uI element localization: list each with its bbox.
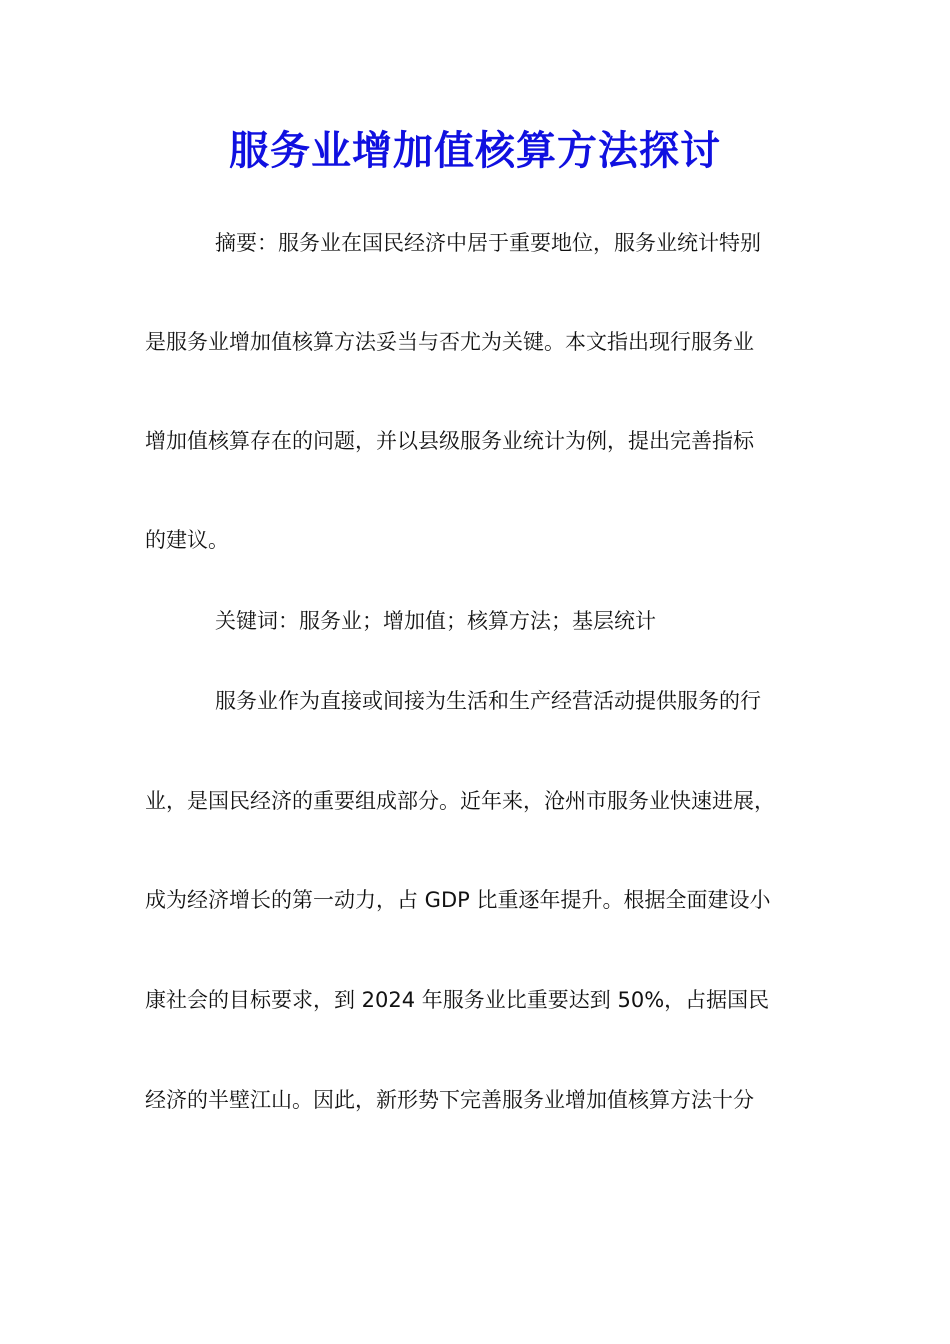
abstract-line-3: 增加值核算存在的问题，并以县级服务业统计为例，提出完善指标 [145, 429, 754, 453]
abstract-line-2: 是服务业增加值核算方法妥当与否尤为关键。本文指出现行服务业 [145, 330, 754, 354]
body-line-4: 康社会的目标要求，到 2024 年服务业比重要达到 50%，占据国民 [145, 988, 770, 1012]
document-title: 服务业增加值核算方法探讨 [229, 127, 721, 174]
body-line-5: 经济的半壁江山。因此，新形势下完善服务业增加值核算方法十分 [145, 1088, 754, 1112]
abstract-line-1: 摘要：服务业在国民经济中居于重要地位，服务业统计特别 [215, 231, 761, 255]
abstract-line-4: 的建议。 [145, 528, 229, 552]
keywords-line: 关键词：服务业；增加值；核算方法；基层统计 [215, 609, 656, 633]
body-line-2: 业，是国民经济的重要组成部分。近年来，沧州市服务业快速进展， [145, 789, 775, 813]
body-line-1: 服务业作为直接或间接为生活和生产经营活动提供服务的行 [215, 689, 761, 713]
body-line-3: 成为经济增长的第一动力，占 GDP 比重逐年提升。根据全面建设小 [145, 888, 771, 912]
